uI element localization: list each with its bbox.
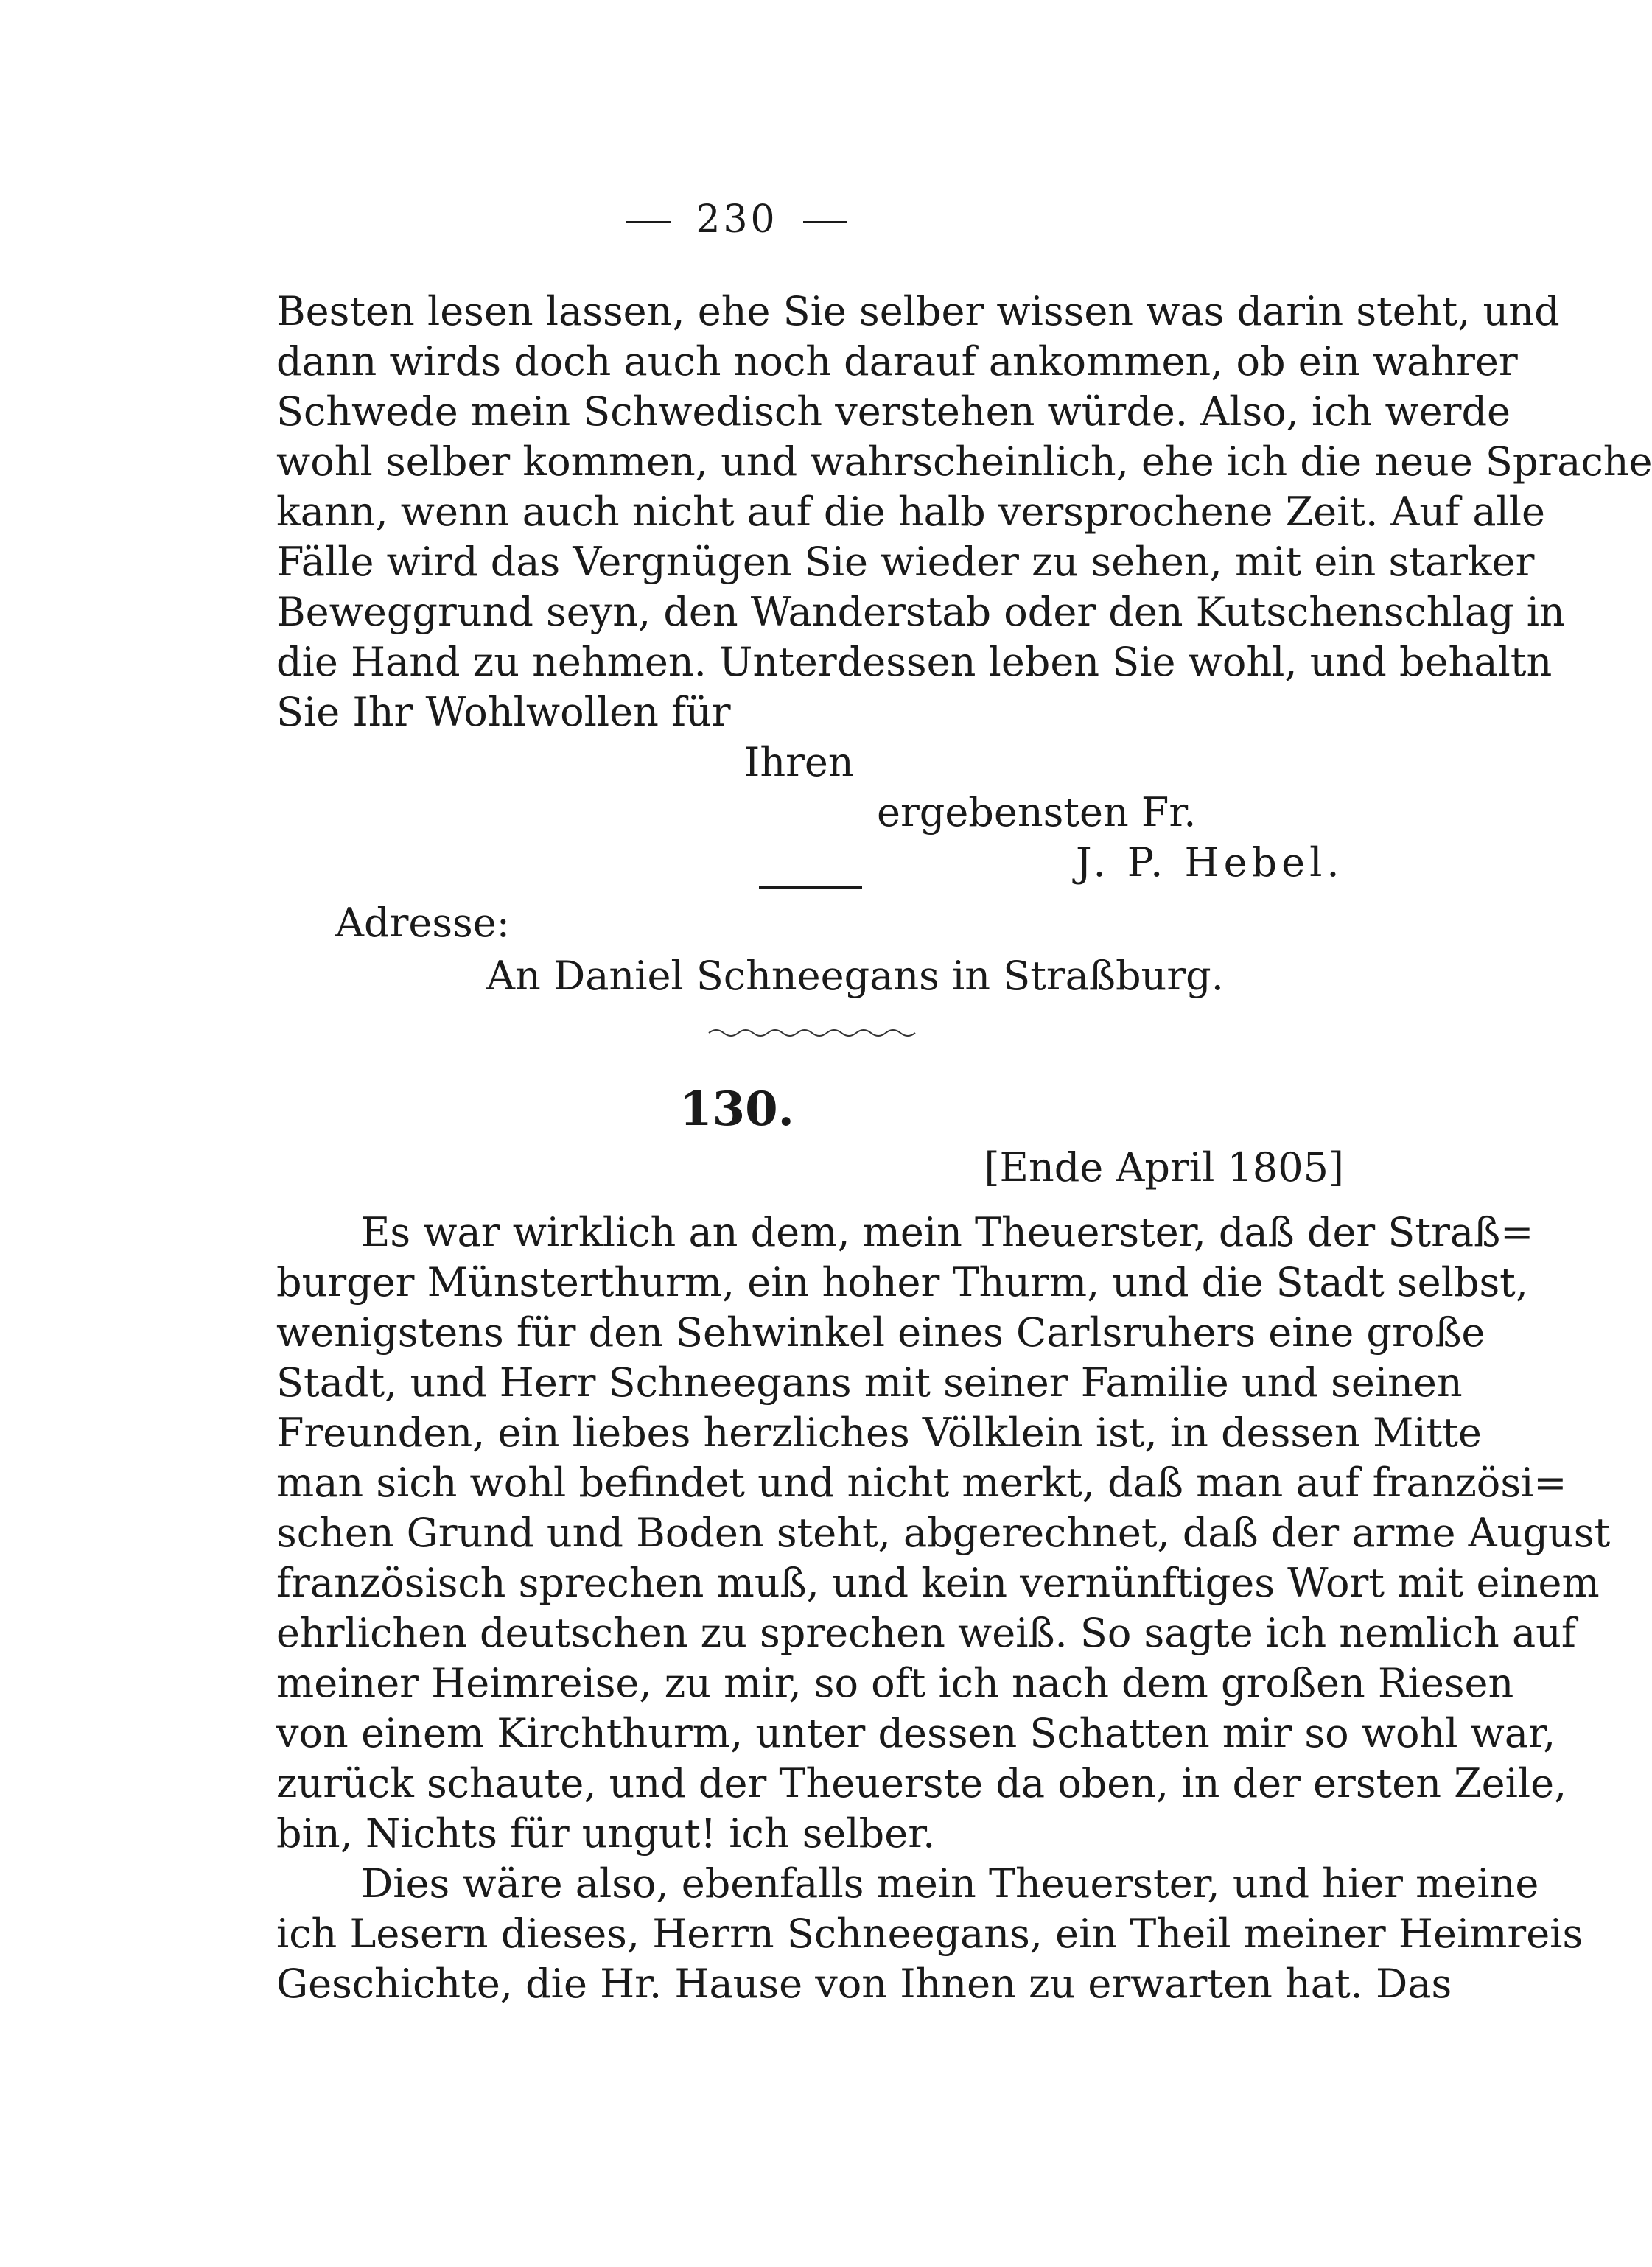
separator-rule (759, 886, 862, 889)
letter-130-line: Geschichte, die Hr. Hause von Ihnen zu erwarten hat. Das (276, 1961, 1452, 2007)
letter-130-line: Dies wäre also, ebenfalls mein Theuerster, und hier meine (361, 1860, 1539, 1907)
letter-130-line: französisch sprechen muß, und kein vernünftiges Wort mit einem (276, 1560, 1600, 1606)
letter-129-line: Besten lesen lassen, ehe Sie selber wissen was darin steht, und (276, 288, 1560, 334)
letter-130-line: wenigstens für den Sehwinkel eines Carlsruhers eine große (276, 1309, 1485, 1356)
letter-130-line: man sich wohl befindet und nicht merkt, daß man auf französi= (276, 1460, 1567, 1506)
letter-129-line: Beweggrund seyn, den Wanderstab oder den Kutschenschlag in (276, 589, 1565, 635)
letter-130-line: Es war wirklich an dem, mein Theuerster, daß der Straß= (361, 1209, 1534, 1255)
letter-date: [Ende April 1805] (984, 1144, 1344, 1191)
letter-129-line: Sie Ihr Wohlwollen für (276, 689, 731, 735)
running-head (0, 197, 1474, 242)
signature: J. P. Hebel. (1076, 839, 1344, 886)
letter-130-line: ich Lesern dieses, Herrn Schneegans, ein Theil meiner Heimreis (276, 1910, 1583, 1957)
letter-130-line: schen Grund und Boden steht, abgerechnet, daß der arme August (276, 1510, 1611, 1556)
letter-130-line: von einem Kirchthurm, unter dessen Schatten mir so wohl war, (276, 1710, 1556, 1756)
letter-130-line: meiner Heimreise, zu mir, so oft ich nach dem großen Riesen (276, 1660, 1514, 1706)
letter-130-line: Freunden, ein liebes herzliches Völklein ist, in dessen Mitte (276, 1409, 1482, 1456)
ornament-divider (707, 1026, 917, 1040)
closing-ergebensten: ergebensten Fr. (877, 789, 1197, 835)
letter-129-line: dann wirds doch auch noch darauf ankommen, ob ein wahrer (276, 338, 1518, 385)
closing-ihren: Ihren (744, 739, 854, 785)
address-line: An Daniel Schneegans in Straßburg. (486, 953, 1224, 999)
page-number: 230 (696, 197, 778, 242)
letter-130-line: bin, Nichts für ungut! ich selber. (276, 1810, 936, 1857)
letter-130-line: zurück schaute, und der Theuerste da oben, in der ersten Zeile, (276, 1760, 1567, 1807)
letter-130-line: ehrlichen deutschen zu sprechen weiß. So sagte ich nemlich auf (276, 1610, 1576, 1656)
letter-129-line: wohl selber kommen, und wahrscheinlich, ehe ich die neue Sprache (276, 438, 1652, 485)
letter-129-line: Fälle wird das Vergnügen Sie wieder zu sehen, mit ein starker (276, 539, 1535, 585)
address-label: Adresse: (335, 900, 510, 946)
letter-129-line: die Hand zu nehmen. Unterdessen leben Sie wohl, und behaltn (276, 639, 1553, 685)
letter-number: 130. (679, 1082, 794, 1137)
letter-129-line: kann, wenn auch nicht auf die halb versprochene Zeit. Auf alle (276, 488, 1546, 535)
header-dash-right (803, 221, 847, 223)
letter-130-line: Stadt, und Herr Schneegans mit seiner Familie und seinen (276, 1359, 1463, 1406)
letter-130-line: burger Münsterthurm, ein hoher Thurm, und die Stadt selbst, (276, 1259, 1529, 1306)
header-dash-left (626, 221, 671, 223)
letter-129-line: Schwede mein Schwedisch verstehen würde. Also, ich werde (276, 388, 1511, 435)
